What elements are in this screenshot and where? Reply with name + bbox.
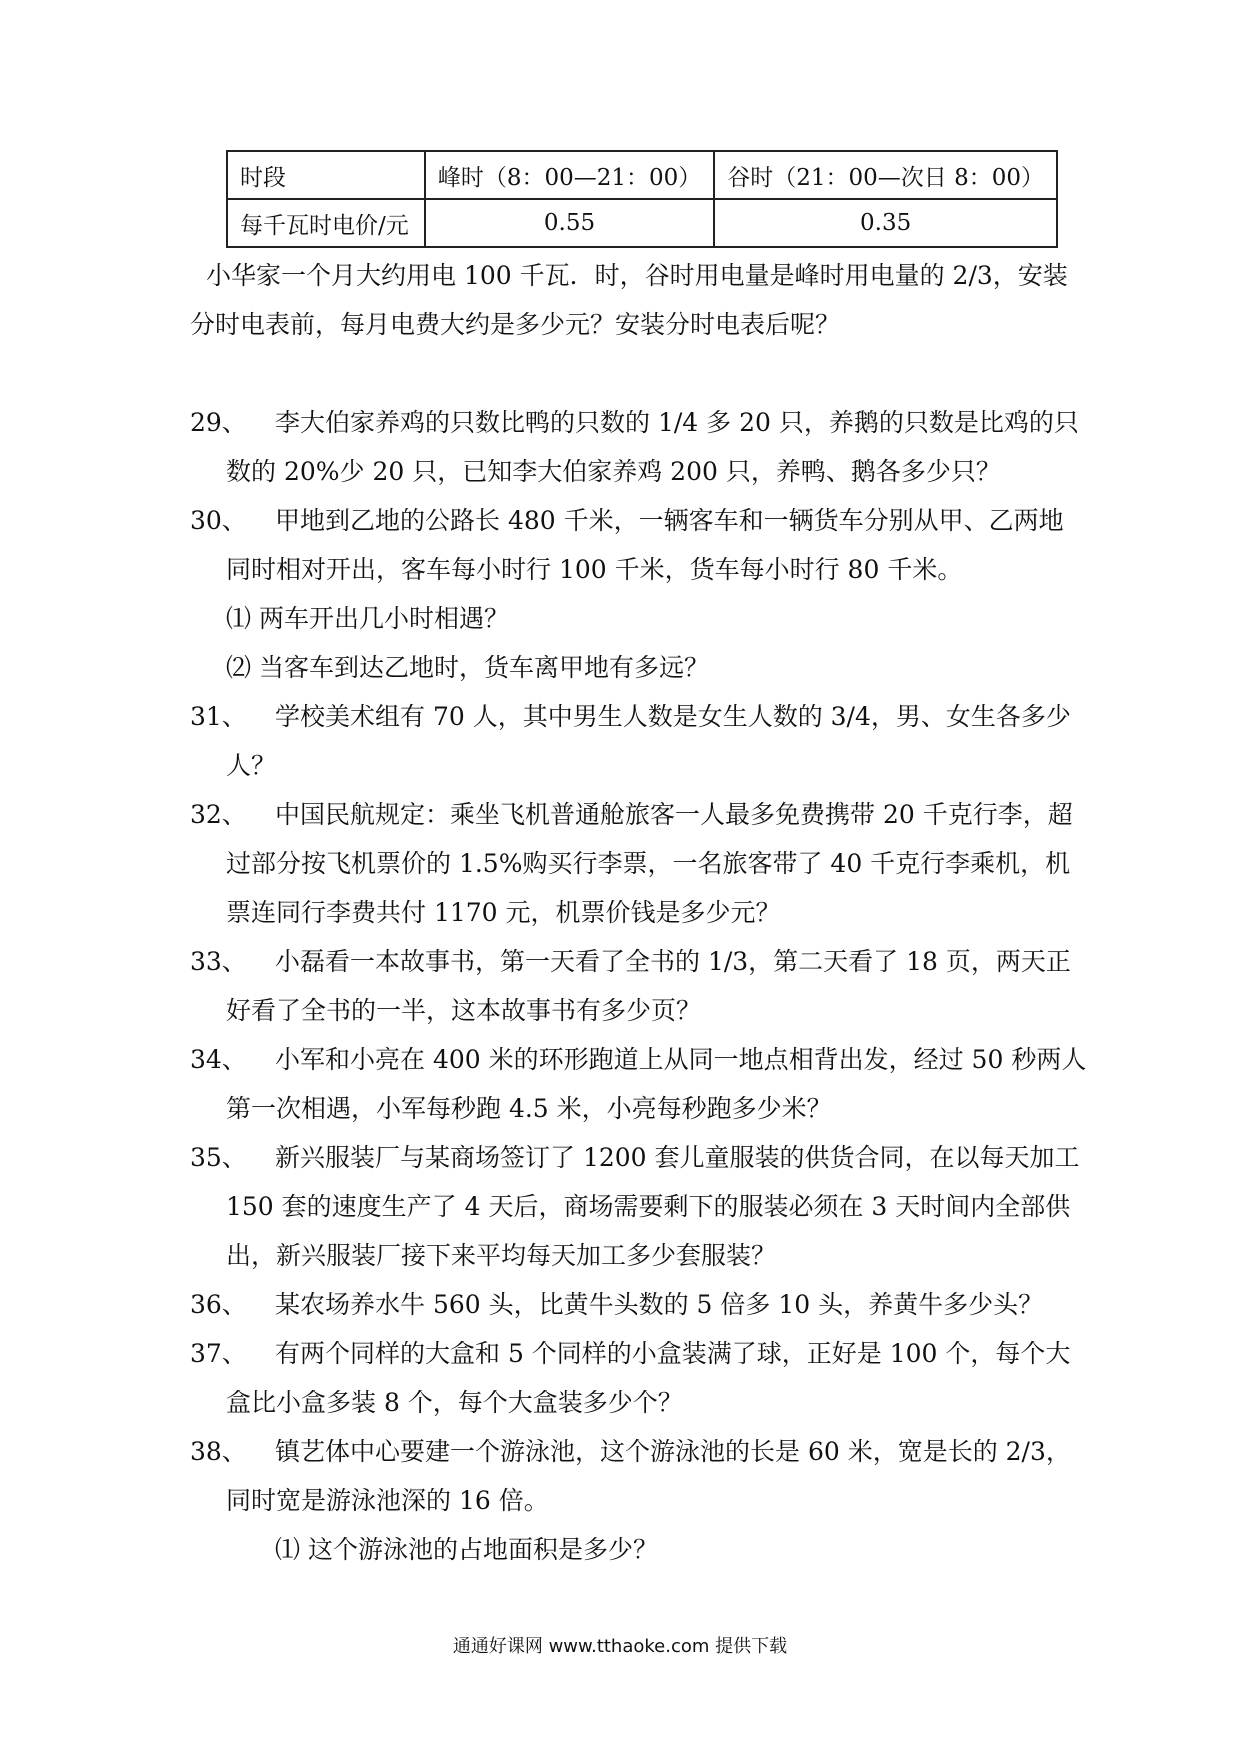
problem-text: 人？: [226, 751, 277, 780]
problem-number: 33、: [190, 947, 247, 976]
problem-number: 29、: [190, 408, 247, 437]
problem-text: 小军和小亮在 400 米的环形跑道上从同一地点相背出发，经过 50 秒两人: [275, 1045, 1087, 1074]
problem-number: 34、: [190, 1045, 247, 1074]
problem-text: 同时相对开出，客车每小时行 100 千米，货车每小时行 80 千米。: [226, 555, 963, 584]
table-row: [227, 151, 1057, 199]
sub-question: ⑴ 这个游泳池的占地面积是多少？: [275, 1535, 658, 1564]
problem-text: 数的 20%少 20 只，已知李大伯家养鸡 200 只，养鸭、鹅各多少只？: [226, 457, 1001, 486]
problem-number: 36、: [190, 1290, 247, 1319]
problem-text: 过部分按飞机票价的 1.5%购买行李票，一名旅客带了 40 千克行李乘机，机: [226, 849, 1071, 878]
problem-text: 学校美术组有 70 人，其中男生人数是女生人数的 3/4，男、女生各多少: [275, 702, 1071, 731]
problem-text: 小磊看一本故事书，第一天看了全书的 1/3，第二天看了 18 页，两天正: [275, 947, 1071, 976]
electricity-rate-table: [226, 150, 1058, 248]
table-row: [227, 199, 1057, 247]
problem-text: 李大伯家养鸡的只数比鸭的只数的 1/4 多 20 只，养鹅的只数是比鸡的只: [275, 408, 1079, 437]
table-cell: 谷时（21：00—次日 8：00）: [714, 151, 1057, 199]
problem-text: 好看了全书的一半，这本故事书有多少页？: [226, 996, 702, 1025]
intro-line: 小华家一个月大约用电 100 千瓦．时，谷时用电量是峰时用电量的 2/3，安装: [206, 261, 1068, 290]
problem-number: 31、: [190, 702, 247, 731]
problem-number: 35、: [190, 1143, 247, 1172]
problem-text: 盒比小盒多装 8 个，每个大盒装多少个？: [226, 1388, 683, 1417]
sub-question: ⑴ 两车开出几小时相遇？: [226, 604, 509, 633]
problem-text: 中国民航规定：乘坐飞机普通舱旅客一人最多免费携带 20 千克行李，超: [275, 800, 1073, 829]
table-cell: 0.35: [714, 199, 1057, 247]
table-cell: 每千瓦时电价/元: [227, 199, 425, 247]
problem-text: 第一次相遇，小军每秒跑 4.5 米，小亮每秒跑多少米？: [226, 1094, 832, 1123]
problem-number: 30、: [190, 506, 247, 535]
problem-text: 镇艺体中心要建一个游泳池，这个游泳池的长是 60 米，宽是长的 2/3，: [275, 1437, 1071, 1466]
table-cell: 时段: [227, 151, 425, 199]
problem-text: 有两个同样的大盒和 5 个同样的小盒装满了球，正好是 100 个，每个大: [275, 1339, 1071, 1368]
problem-text: 新兴服装厂与某商场签订了 1200 套儿童服装的供货合同，在以每天加工: [275, 1143, 1080, 1172]
problem-text: 150 套的速度生产了 4 天后，商场需要剩下的服装必须在 3 天时间内全部供: [226, 1192, 1071, 1221]
problem-text: 出，新兴服装厂接下来平均每天加工多少套服装？: [226, 1241, 777, 1270]
problem-text: 某农场养水牛 560 头，比黄牛头数的 5 倍多 10 头，养黄牛多少头？: [275, 1290, 1044, 1319]
problem-text: 同时宽是游泳池深的 16 倍。: [226, 1486, 549, 1515]
problem-number: 32、: [190, 800, 247, 829]
intro-line: 分时电表前，每月电费大约是多少元？安装分时电表后呢？: [190, 310, 841, 339]
table-cell: 峰时（8：00—21：00）: [425, 151, 714, 199]
table-cell: 0.55: [425, 199, 714, 247]
problem-text: 票连同行李费共付 1170 元，机票价钱是多少元？: [226, 898, 781, 927]
problem-text: 甲地到乙地的公路长 480 千米，一辆客车和一辆货车分别从甲、乙两地: [275, 506, 1064, 535]
problem-number: 37、: [190, 1339, 247, 1368]
sub-question: ⑵ 当客车到达乙地时，货车离甲地有多远？: [226, 653, 709, 682]
problem-number: 38、: [190, 1437, 247, 1466]
page-footer: 通通好课网 www.tthaoke.com 提供下载: [452, 1636, 788, 1657]
